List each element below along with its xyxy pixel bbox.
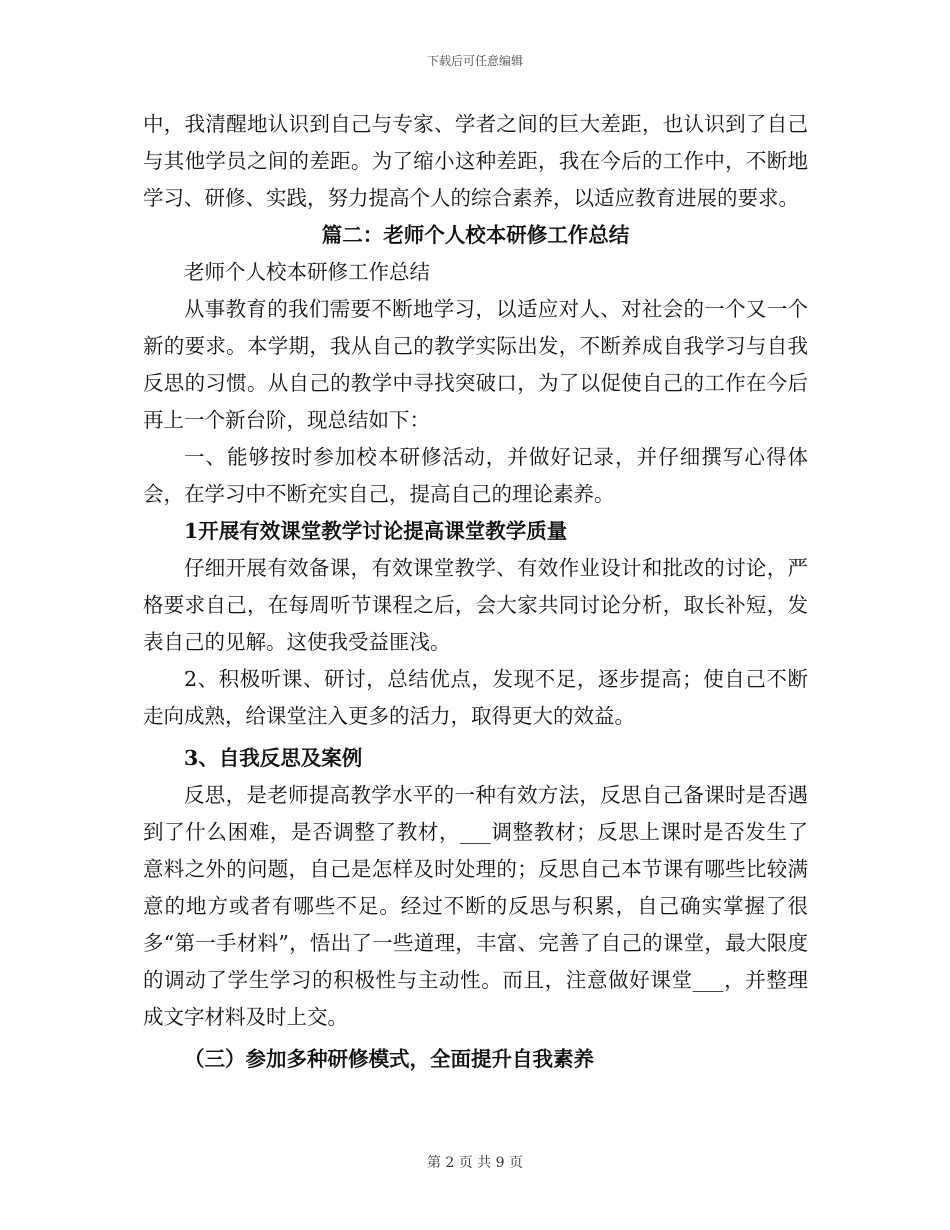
paragraph-item-2: 2、积极听课、研讨，总结优点，发现不足，逐步提高；使自己不断走向成熟，给课堂注入更多的活力，取得更大的效益。 bbox=[143, 667, 808, 728]
paragraph-item-3: 反思，是老师提高教学水平的一种有效方法，反思自己备课时是否遇到了什么困难，是否调整了教材，___调整教材；反思上课时是否发生了意料之外的问题，自己是怎样及时处理的；反思自己本节课有哪些比较满意的地方或者有哪些不足。经过不断的反思与积累，自己确实掌握了很多“第一手材料”，悟出了一些道理，丰富、完善了自己的课堂，最大限度的调动了学生学习的积极性与主动性。而且，注意做好课堂___，并整理成文字材料及时上交。 bbox=[143, 783, 808, 1029]
page-header: 下载后可任意编辑 bbox=[426, 54, 523, 68]
heading-section-three: （三）参加多种研修模式，全面提升自我素养 bbox=[184, 1047, 594, 1071]
section-title: 篇二：老师个人校本研修工作总结 bbox=[321, 223, 630, 247]
heading-item-3: 3、自我反思及案例 bbox=[184, 746, 363, 770]
document-body bbox=[143, 106, 808, 1078]
page-number: 第 2 页 共 9 页 bbox=[426, 1155, 524, 1171]
heading-item-1: 1开展有效课堂教学讨论提高课堂教学质量 bbox=[184, 519, 568, 543]
paragraph-item-one: 一、能够按时参加校本研修活动，并做好记录，并仔细撰写心得体会，在学习中不断充实自己，提高自己的理论素养。 bbox=[143, 445, 808, 506]
paragraph-continuation: 中，我清醒地认识到自己与专家、学者之间的巨大差距，也认识到了自己与其他学员之间的差距。为了缩小这种差距，我在今后的工作中，不断地学习、研修、实践，努力提高个人的综合素养，以适应教育进展的要求。 bbox=[143, 112, 808, 210]
paragraph-item-1: 仔细开展有效备课，有效课堂教学、有效作业设计和批改的讨论，严格要求自己，在每周听节课程之后，会大家共同讨论分析，取长补短，发表自己的见解。这使我受益匪浅。 bbox=[143, 556, 808, 654]
subtitle: 老师个人校本研修工作总结 bbox=[184, 260, 430, 284]
paragraph-intro: 从事教育的我们需要不断地学习，以适应对人、对社会的一个又一个新的要求。本学期，我从自己的教学实际出发，不断养成自我学习与自我反思的习惯。从自己的教学中寻找突破口，为了以促使自己的工作在今后再上一个新台阶，现总结如下： bbox=[143, 297, 808, 432]
